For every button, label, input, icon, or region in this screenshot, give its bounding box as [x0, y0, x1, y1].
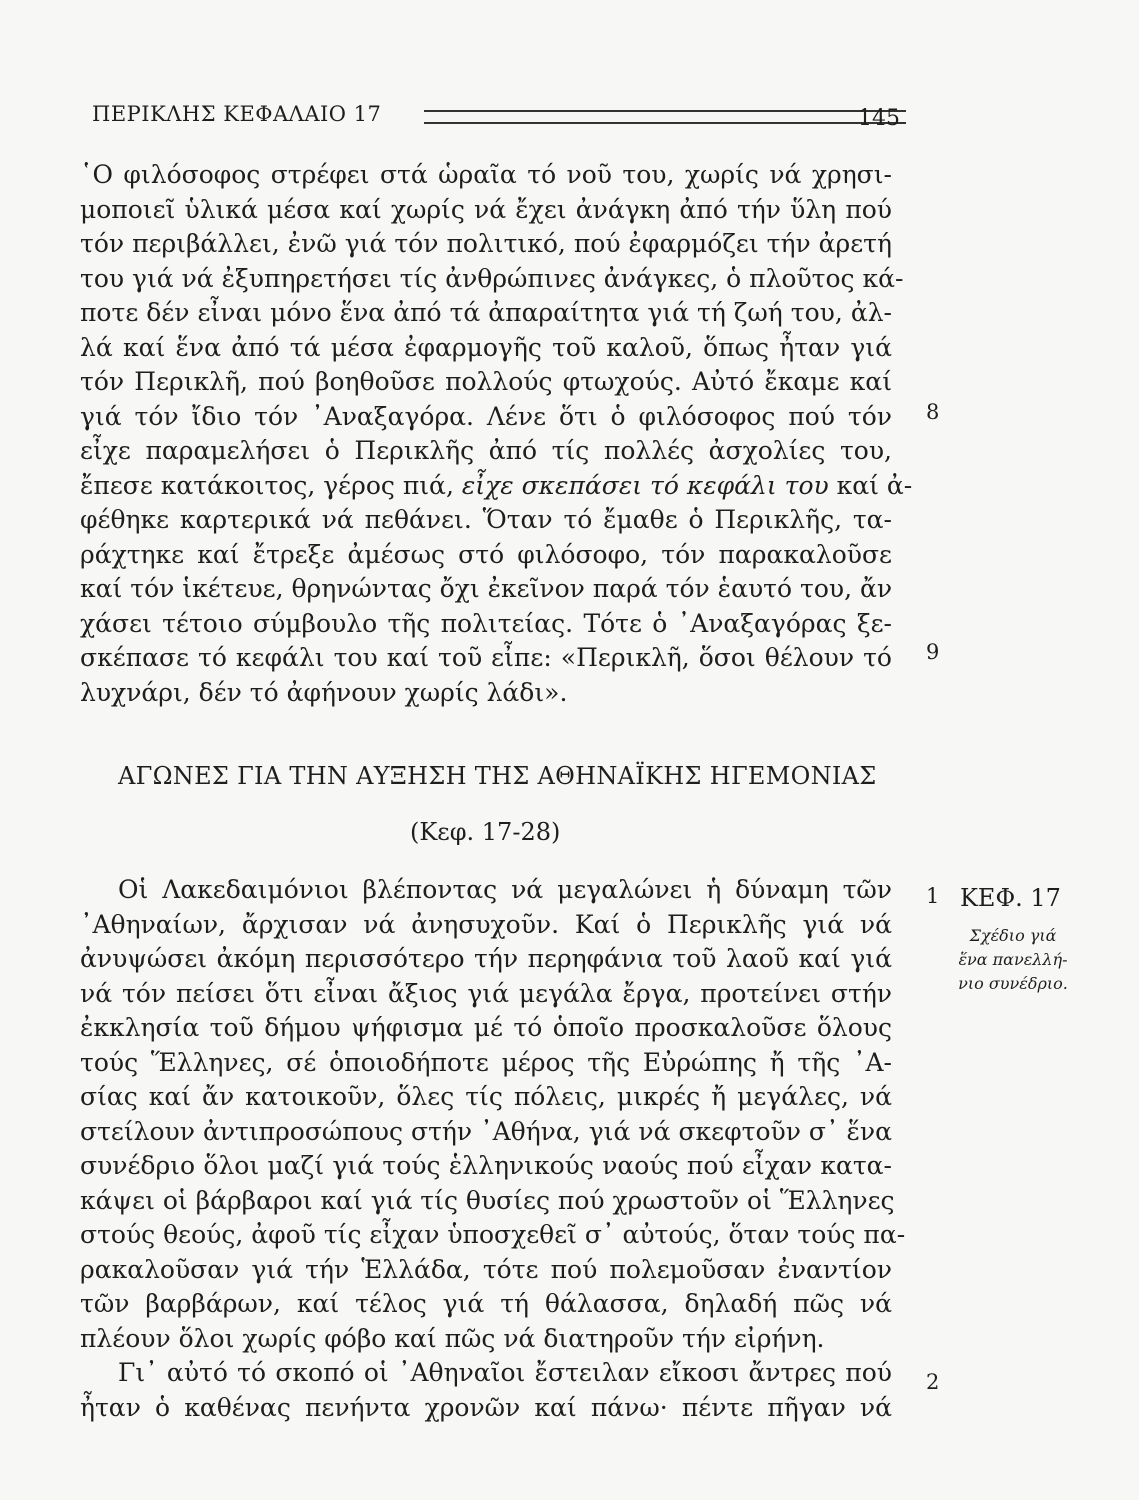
- margin-note-line: ἕνα πανελλή-: [958, 950, 1068, 969]
- text-line: γιά τόν ἴδιο τόν ᾿Αναξαγόρα. Λένε ὅτι ὁ φιλόσοφος πού τόν: [80, 401, 892, 431]
- paragraph-1: [80, 158, 913, 710]
- text-line: λυχνάρι, δέν τό ἀφήνουν χωρίς λάδι».: [80, 677, 568, 707]
- margin-note-line: Σχέδιο γιά: [969, 926, 1057, 945]
- line-lead: ἔπεσε κατάκοιτος, γέρος πιά,: [80, 470, 454, 500]
- paragraph-2: [80, 873, 906, 1425]
- margin-number-9: 9: [926, 640, 940, 664]
- header-title: ΠΕΡΙΚΛΗΣ ΚΕΦΑΛΑΙΟ 17: [92, 102, 382, 126]
- text-line: Γι᾿ αὐτό τό σκοπό οἱ ᾿Αθηναῖοι ἔστειλαν εἴκοσι ἄντρες πού: [118, 1358, 892, 1387]
- italic-phrase: εἶχε σκεπάσει τό κεφάλι του: [461, 470, 829, 500]
- text-line-with-italic: [80, 469, 913, 504]
- text-line: νά τόν πείσει ὅτι εἶναι ἄξιος γιά μεγάλα ἔργα, προτείνει στήν: [80, 978, 892, 1008]
- text-line: στούς θεούς, ἀφοῦ τίς εἶχαν ὑποσχεθεῖ σ᾿ αὐτούς, ὅταν τούς πα-: [80, 1220, 906, 1249]
- text-line: σκέπασε τό κεφάλι του καί τοῦ εἶπε: «Περικλῆ, ὅσοι θέλουν τό: [80, 643, 892, 672]
- margin-chapter-title: ΚΕΦ. 17: [960, 884, 1061, 912]
- text-line: ράχτηκε καί ἔτρεξε ἀμέσως στό φιλόσοφο, τόν παρακαλοῦσε: [80, 539, 892, 569]
- text-line: ρακαλοῦσαν γιά τήν Ἑλλάδα, τότε πού πολεμοῦσαν ἐναντίον: [80, 1254, 892, 1284]
- text-line: τόν Περικλῆ, πού βοηθοῦσε πολλούς φτωχούς. Αὐτό ἔκαμε καί: [80, 367, 892, 396]
- text-line: συνέδριο ὅλοι μαζί γιά τούς ἑλληνικούς ναούς πού εἶχαν κατα-: [80, 1151, 892, 1180]
- text-line: καί τόν ἱκέτευε, θρηνώντας ὄχι ἐκεῖνον παρά τόν ἑαυτό του, ἄν: [80, 574, 893, 603]
- margin-number-2: 2: [926, 1370, 940, 1394]
- margin-note-line: νιο συνέδριο.: [958, 974, 1068, 993]
- section-subheading: (Κεφ. 17-28): [410, 818, 561, 846]
- margin-note: [958, 924, 1068, 996]
- text-line: ἦταν ὁ καθένας πενήντα χρονῶν καί πάνω· πέντε πῆγαν νά: [80, 1392, 892, 1422]
- text-line: φέθηκε καρτερικά νά πεθάνει. Ὅταν τό ἔμαθε ὁ Περικλῆς, τα-: [80, 505, 892, 534]
- margin-number-8: 8: [926, 400, 940, 424]
- text-line: ἐκκλησία τοῦ δήμου ψήφισμα μέ τό ὁποῖο προσκαλοῦσε ὅλους: [80, 1013, 892, 1042]
- text-line: τόν περιβάλλει, ἐνῶ γιά τόν πολιτικό, πού ἐφαρμόζει τήν ἀρετή: [80, 229, 892, 258]
- section-heading: ΑΓΩΝΕΣ ΓΙΑ ΤΗΝ ΑΥΞΗΣΗ ΤΗΣ ΑΘΗΝΑΪΚΗΣ ΗΓΕΜΟΝΙΑΣ: [118, 762, 877, 790]
- text-line: σίας καί ἄν κατοικοῦν, ὅλες τίς πόλεις, μικρές ἤ μεγάλες, νά: [80, 1082, 892, 1111]
- text-line: ποτε δέν εἶναι μόνο ἕνα ἀπό τά ἀπαραίτητα γιά τή ζωή του, ἀλ-: [80, 298, 892, 327]
- text-line: ῾Ο φιλόσοφος στρέφει στά ὡραῖα τό νοῦ του, χωρίς νά χρησι-: [80, 160, 892, 189]
- text-line: ᾿Αθηναίων, ἄρχισαν νά ἀνησυχοῦν. Καί ὁ Περικλῆς γιά νά: [80, 909, 892, 939]
- text-line: πλέουν ὅλοι χωρίς φόβο καί πῶς νά διατηροῦν τήν εἰρήνη.: [80, 1323, 825, 1353]
- text-line: τῶν βαρβάρων, καί τέλος γιά τή θάλασσα, δηλαδή πῶς νά: [80, 1289, 892, 1318]
- text-line: του γιά νά ἐξυπηρετήσει τίς ἀνθρώπινες ἀνάγκες, ὁ πλοῦτος κά-: [80, 263, 904, 293]
- line-tail: καί ἀ-: [836, 470, 913, 500]
- text-line: ἀνυψώσει ἀκόμη περισσότερο τήν περηφάνια τοῦ λαοῦ καί γιά: [80, 944, 892, 973]
- text-line: εἶχε παραμελήσει ὁ Περικλῆς ἀπό τίς πολλές ἀσχολίες του,: [80, 436, 892, 465]
- text-line: κάψει οἱ βάρβαροι καί γιά τίς θυσίες πού χρωστοῦν οἱ Ἕλληνες: [80, 1185, 895, 1215]
- page-number: 145: [858, 106, 900, 131]
- text-line: τούς Ἕλληνες, σέ ὁποιοδήποτε μέρος τῆς Εὐρώπης ἤ τῆς ᾿Α-: [80, 1047, 892, 1077]
- text-line: Οἱ Λακεδαιμόνιοι βλέποντας νά μεγαλώνει ἡ δύναμη τῶν: [118, 875, 892, 904]
- running-header: [92, 102, 900, 138]
- text-line: χάσει τέτοιο σύμβουλο τῆς πολιτείας. Τότε ὁ ᾿Αναξαγόρας ξε-: [80, 608, 892, 638]
- margin-number-1: 1: [926, 884, 940, 908]
- header-double-rule: [424, 110, 906, 124]
- text-line: μοποιεῖ ὑλικά μέσα καί χωρίς νά ἔχει ἀνάγκη ἀπό τήν ὕλη πού: [80, 194, 892, 224]
- text-line: στείλουν ἀντιπροσώπους στήν ᾿Αθήνα, γιά νά σκεφτοῦν σ᾿ ἕνα: [80, 1116, 892, 1146]
- text-line: λά καί ἕνα ἀπό τά μέσα ἐφαρμογῆς τοῦ καλοῦ, ὅπως ἦταν γιά: [80, 332, 892, 362]
